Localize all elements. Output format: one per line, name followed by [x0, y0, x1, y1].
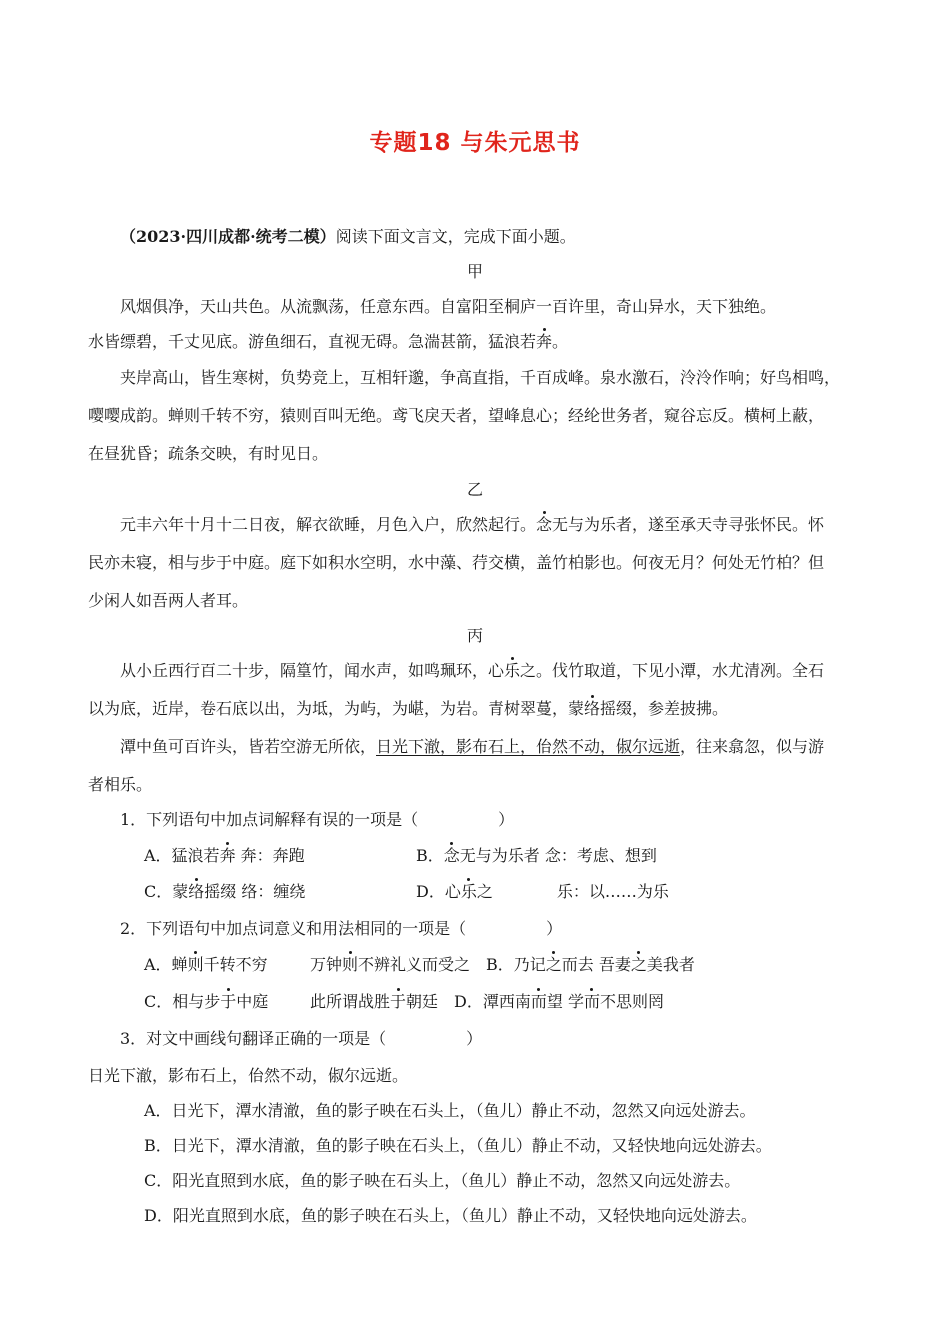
underlined-sentence: 日光下澈，影布石上，佁然不动，俶尔远逝	[376, 737, 681, 756]
option-c	[144, 881, 305, 903]
text-segment: D．潭西南	[454, 992, 531, 1011]
text-segment: 无与为乐者 念：考虑、想到	[459, 846, 657, 865]
passage-jia-line-2	[88, 331, 878, 353]
text-segment: 。	[552, 332, 569, 351]
dotted-word: 奔	[219, 846, 236, 865]
dotted-word: 念	[443, 846, 460, 865]
text-segment: 千转不穷	[203, 955, 268, 974]
text-segment: 水皆缥碧，千丈见底。游鱼细石，直视无碍。急湍甚箭，猛浪若	[88, 332, 537, 351]
passage-bing-line-3	[120, 736, 910, 758]
passage-yi-line-1	[120, 514, 910, 536]
dotted-word: 乐	[504, 661, 521, 680]
dotted-word: 于	[220, 992, 237, 1011]
question-2-stem: 2．下列语句中加点词意义和用法相同的一项是（ ）	[120, 919, 563, 938]
passage-jia-line-1: 风烟俱净，天山共色。从流飘荡，任意东西。自富阳至桐庐一百许里，奇山异水，天下独绝。	[120, 297, 777, 316]
option-d	[416, 881, 669, 903]
dotted-word: 则	[342, 955, 359, 974]
option-a	[144, 845, 305, 867]
dotted-word: 之	[630, 955, 647, 974]
question-3-quote: 日光下澈，影布石上，佁然不动，俶尔远逝。	[88, 1066, 409, 1085]
text-segment: 元丰六年十月十二日夜，解衣欲睡，月色入户，欣然起行。	[120, 515, 537, 534]
passage-yi-line-2: 民亦未寝，相与步于中庭。庭下如积水空明，水中藻、荇交横，盖竹柏影也。何夜无月？何处无竹柏？但	[88, 553, 825, 572]
question-3-option-c: C．阳光直照到水底，鱼的影子映在石头上，（鱼儿）静止不动，忽然又向远处游去。	[144, 1171, 741, 1190]
dotted-word: 之	[545, 955, 562, 974]
dotted-word: 乐	[460, 882, 477, 901]
passage-jia-line-5: 在昼犹昏；疏条交映，有时见日。	[88, 444, 329, 463]
passage-yi-line-3: 少闲人如吾两人者耳。	[88, 591, 249, 610]
text-segment: 不思则罔	[599, 992, 664, 1011]
text-segment: D．心	[416, 882, 461, 901]
text-segment: 无与为乐者，遂至承天寺寻张怀民。怀	[552, 515, 825, 534]
text-segment: 以为底，近岸，卷石底以出，为坻，为屿，为嵁，为岩。青树翠蔓，蒙	[88, 699, 585, 718]
text-segment: B．乃记	[486, 955, 546, 974]
option-c	[144, 991, 268, 1013]
text-segment: A．蝉	[144, 955, 188, 974]
passage-jia-heading: 甲	[466, 262, 483, 281]
text-segment: 摇缀 络：缠绕	[204, 882, 306, 901]
text-segment: 中庭	[236, 992, 269, 1011]
text-segment: 之 乐：以……为乐	[476, 882, 669, 901]
dotted-word: 奔	[536, 332, 553, 351]
dotted-word: 于	[390, 992, 407, 1011]
passage-bing-line-4: 者相乐。	[88, 775, 153, 794]
option-a	[144, 954, 268, 976]
text-segment: 摇缀，参差披拂。	[600, 699, 729, 718]
text-segment: 奔：奔跑	[235, 846, 305, 865]
dotted-word: 则	[187, 955, 204, 974]
document-title: 专题18 与朱元思书	[369, 130, 581, 156]
passage-bing-line-1	[120, 660, 910, 682]
passage-jia-line-3: 夹岸高山，皆生寒树，负势竞上，互相轩邈，争高直指，千百成峰。泉水激石，泠泠作响；好鸟相鸣，	[120, 368, 841, 387]
option-c-compare	[310, 991, 438, 1013]
intro-line	[120, 226, 910, 248]
passage-bing-heading: 丙	[466, 626, 483, 645]
text-segment: 而去 吾妻	[561, 955, 631, 974]
passage-jia-line-4: 嘤嘤成韵。蝉则千转不穷，猿则百叫无绝。鸢飞戾天者，望峰息心；经纶世务者，窥谷忘反。横柯上蔽，	[88, 406, 825, 425]
text-segment: 之。伐竹取道，下见小潭，水尤清冽。全石	[520, 661, 825, 680]
text-segment: 朝廷	[406, 992, 439, 1011]
text-segment: 不辨礼义而受之	[358, 955, 471, 974]
option-b	[486, 954, 695, 976]
question-3-option-b: B．日光下，潭水清澈，鱼的影子映在石头上，（鱼儿）静止不动，又轻快地向远处游去。	[144, 1136, 772, 1155]
text-segment: A．猛浪若	[144, 846, 220, 865]
text-segment: 美我者	[646, 955, 695, 974]
dotted-word: 念	[536, 515, 553, 534]
question-1-stem: 1．下列语句中加点词解释有误的一项是（ ）	[120, 810, 515, 829]
passage-yi-heading: 乙	[466, 480, 483, 499]
intro-instruction: 阅读下面文言文，完成下面小题。	[335, 227, 576, 246]
dotted-word: 络	[188, 882, 205, 901]
dotted-word: 而	[530, 992, 547, 1011]
text-segment: 此所谓战胜	[310, 992, 391, 1011]
text-segment: 从小丘西行百二十步，隔篁竹，闻水声，如鸣珮环，心	[120, 661, 505, 680]
question-3-option-a: A．日光下，潭水清澈，鱼的影子映在石头上，（鱼儿）静止不动，忽然又向远处游去。	[144, 1101, 756, 1120]
text-segment: C．相与步	[144, 992, 221, 1011]
text-segment: ，往来翕忽，似与游	[680, 737, 825, 756]
option-a-compare	[310, 954, 470, 976]
text-segment: C．蒙	[144, 882, 189, 901]
text-segment: B．	[416, 846, 444, 865]
passage-bing-line-2	[88, 698, 878, 720]
dotted-word: 络	[584, 699, 601, 718]
question-3-option-d: D．阳光直照到水底，鱼的影子映在石头上，（鱼儿）静止不动，又轻快地向远处游去。	[144, 1206, 757, 1225]
question-source: （2023·四川成都·统考二模）	[120, 227, 336, 246]
text-segment: 潭中鱼可百许头，皆若空游无所依，	[120, 737, 377, 756]
dotted-word: 而	[583, 992, 600, 1011]
text-segment: 望 学	[546, 992, 584, 1011]
option-d	[454, 991, 664, 1013]
option-b	[416, 845, 657, 867]
question-3-stem: 3．对文中画线句翻译正确的一项是（ ）	[120, 1029, 483, 1048]
text-segment: 万钟	[310, 955, 343, 974]
